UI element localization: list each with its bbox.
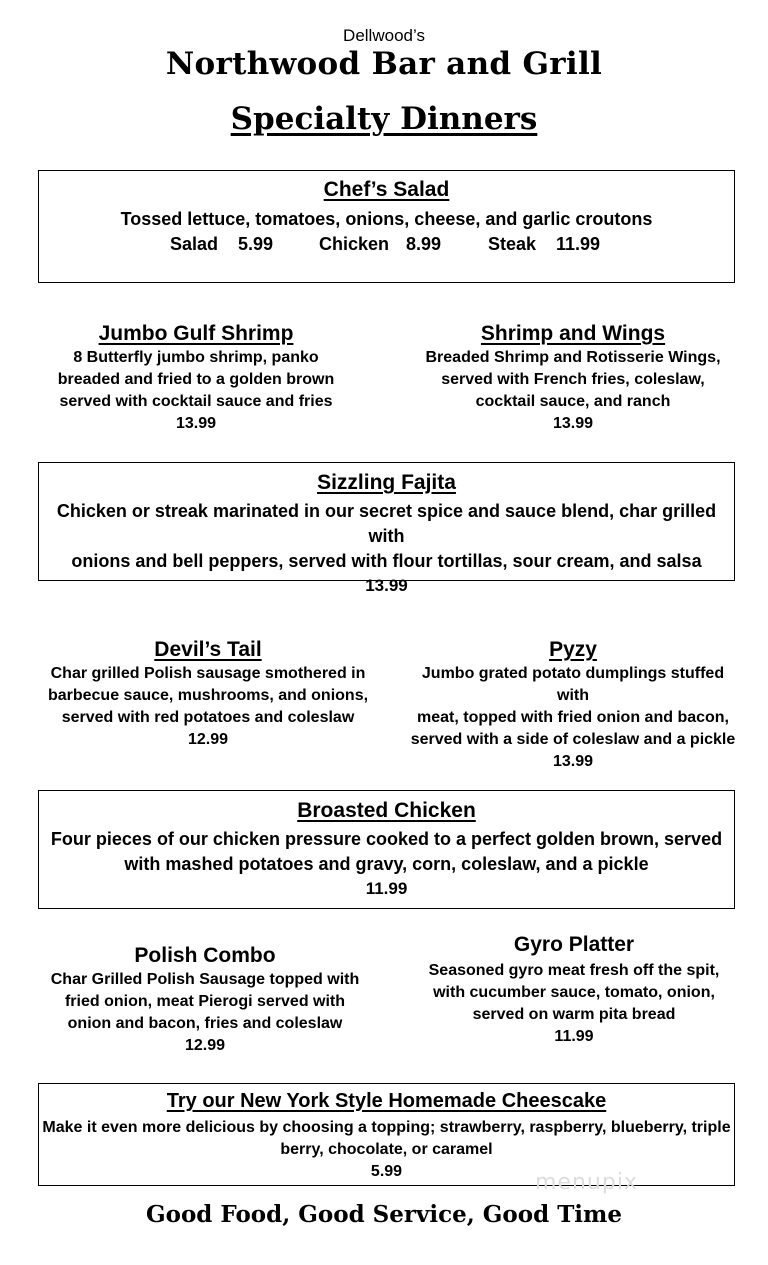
footer-slogan: Good Food, Good Service, Good Time [145, 1201, 623, 1228]
broasted-chicken-title: Broasted Chicken [297, 799, 476, 822]
broasted-chicken-price: 11.99 [365, 879, 408, 898]
broasted-chicken-box [38, 790, 735, 909]
shrimp-wings-line-1: Breaded Shrimp and Rotisserie Wings, [425, 349, 721, 366]
devils-tail-item [43, 638, 373, 751]
option-salad-price: 5.99 [238, 234, 274, 254]
pyzy-item [404, 638, 742, 773]
cheesecake-price: 5.99 [370, 1163, 403, 1180]
gyro-line-1: Seasoned gyro meat fresh off the spit, [428, 962, 720, 979]
gyro-price: 11.99 [554, 1028, 594, 1045]
pyzy-line-2: meat, topped with fried onion and bacon, [417, 709, 729, 726]
broasted-chicken-line-2: with mashed potatoes and gravy, corn, coleslaw, and a pickle [124, 854, 649, 874]
jumbo-shrimp-line-2: breaded and fried to a golden brown [57, 371, 335, 388]
fajita-title: Sizzling Fajita [317, 471, 456, 494]
polish-combo-price: 12.99 [184, 1037, 226, 1054]
jumbo-shrimp-line-3: served with cocktail sauce and fries [59, 393, 333, 410]
polish-combo-item [40, 944, 370, 1057]
jumbo-shrimp-item [31, 322, 361, 435]
pyzy-line-1: Jumbo grated potato dumplings stuffed with [421, 665, 725, 704]
cheesecake-line-1: Make it even more delicious by choosing a topping; strawberry, raspberry, blueberry, triple [42, 1119, 731, 1136]
polish-combo-line-2: fried onion, meat Pierogi served with [64, 993, 346, 1010]
watermark-logo: menupix [535, 1170, 638, 1195]
fajita-line-1: Chicken or streak marinated in our secret spice and sauce blend, char grilled with [56, 501, 717, 546]
devils-tail-line-2: barbecue sauce, mushrooms, and onions, [47, 687, 369, 704]
fajita-box [38, 462, 735, 595]
gyro-item [409, 933, 739, 1048]
shrimp-wings-line-2: served with French fries, coleslaw, [441, 371, 705, 388]
jumbo-shrimp-title: Jumbo Gulf Shrimp [98, 322, 294, 345]
option-steak-label: Steak [488, 234, 537, 254]
jumbo-shrimp-price: 13.99 [175, 415, 217, 432]
devils-tail-title: Devil’s Tail [154, 638, 262, 661]
polish-combo-line-3: onion and bacon, fries and coleslaw [67, 1015, 343, 1032]
chefs-salad-title: Chef’s Salad [323, 178, 450, 201]
devils-tail-line-1: Char grilled Polish sausage smothered in [50, 665, 366, 682]
owner-name: Dellwood’s [343, 26, 425, 45]
option-chicken-price: 8.99 [406, 234, 442, 254]
section-title: Specialty Dinners [230, 101, 538, 137]
shrimp-wings-item [408, 322, 738, 435]
fajita-price: 13.99 [365, 576, 408, 595]
shrimp-wings-title: Shrimp and Wings [480, 322, 666, 345]
option-salad-label: Salad [170, 234, 219, 254]
devils-tail-price: 12.99 [187, 731, 229, 748]
pyzy-line-3: served with a side of coleslaw and a pickle [410, 731, 736, 748]
devils-tail-line-3: served with red potatoes and coleslaw [61, 709, 355, 726]
gyro-line-2: with cucumber sauce, tomato, onion, [433, 984, 715, 1001]
fajita-line-2: onions and bell peppers, served with flour tortillas, sour cream, and salsa [71, 551, 702, 571]
gyro-title: Gyro Platter [513, 933, 635, 956]
chefs-salad-description: Tossed lettuce, tomatoes, onions, cheese, and garlic croutons [120, 209, 653, 229]
shrimp-wings-price: 13.99 [552, 415, 594, 432]
cheesecake-title: Try our New York Style Homemade Cheescake [166, 1090, 607, 1112]
restaurant-name: Northwood Bar and Grill [165, 46, 603, 82]
cheesecake-line-2: berry, chocolate, or caramel [280, 1141, 493, 1158]
polish-combo-line-1: Char Grilled Polish Sausage topped with [50, 971, 360, 988]
pyzy-price: 13.99 [552, 753, 594, 770]
pyzy-title: Pyzy [549, 638, 597, 661]
broasted-chicken-line-1: Four pieces of our chicken pressure cooked to a perfect golden brown, served [50, 829, 723, 849]
polish-combo-title: Polish Combo [134, 944, 276, 967]
gyro-line-3: served on warm pita bread [472, 1006, 676, 1023]
option-chicken-label: Chicken [319, 234, 390, 254]
shrimp-wings-line-3: cocktail sauce, and ranch [475, 393, 671, 410]
chefs-salad-box [38, 170, 735, 283]
jumbo-shrimp-line-1: 8 Butterfly jumbo shrimp, panko [73, 349, 319, 366]
option-steak-price: 11.99 [556, 234, 601, 254]
